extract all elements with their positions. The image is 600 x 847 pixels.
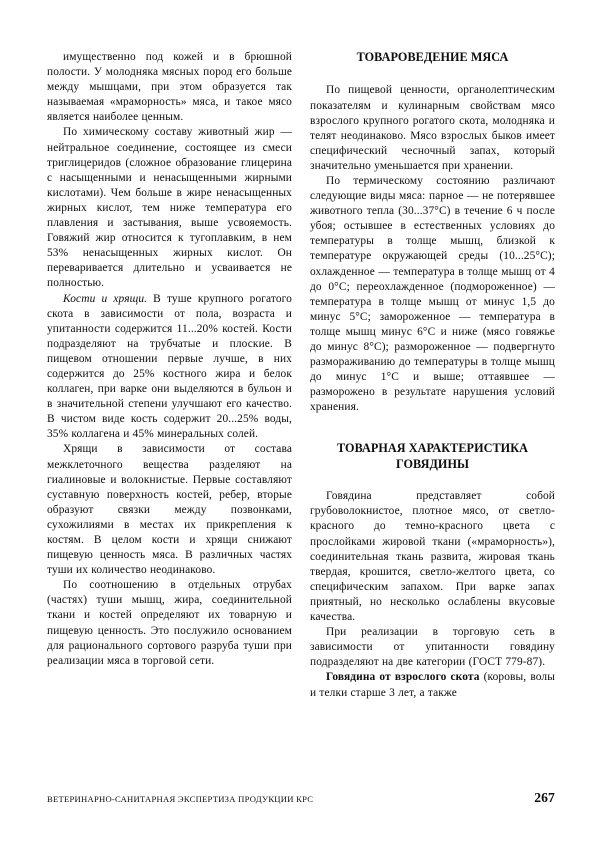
paragraph-beef-from-adult-cattle [310,670,555,700]
section-heading-beef-commodity-characteristics [310,441,555,472]
paragraph: По термическому состоянию различают следующие виды мяса: парное — не потерявшее животного тепла (30...37°С) в течение 6 ч после убоя; остывшее в естественных условиях до температуры в толще мышц, близкой к температуре окружающей среды (10...25°С); охлажденное — температура в толще мышц от 4 до 0°С; переохлажденное (подмороженное) — температура в толще мышц от минус 1,5 до минус 5°С; замороженное — температура в толще мышц минус 6°С и ниже (мясо говяжье до минус 8°С); размороженное — подвергнуто размораживанию до температуры в толще мышц до минус 1°С и выше; оттаявшее — разморожено в результате нарушения условий хранения. [310,174,555,414]
paragraph: По пищевой ценности, органолептическим показателям и кулинарным свойствам мясо взрослого крупного рогатого скота, молодняка и телят неодинаково. Мясо взрослых быков имеет специфический чесночный запах, который значительно уменьшается при хранении. [310,84,555,172]
heading-line-1: ТОВАРНАЯ ХАРАКТЕРИСТИКА [337,441,528,456]
paragraph: По химическому составу животный жир — нейтральное соединение, состоящее из смеси триглицеридов (сложное образование глицерина с насыщенными и ненасыщенными жирными кислотами). Чем больше в жире ненасыщенных жирных кислот, тем ниже температура его плавления и застывания, выше усвояемость. Говяжий жир относится к тугоплавким, в нем 53% ненасыщенных жирных кислот. Он переваривается длительно и усваивается не полностью. [47,126,292,290]
paragraph: имущественно под кожей и в брюшной полости. У молодняка мясных пород его больше между мышцами, при этом образуется так называемая «мраморность» мяса, и такое мясо является наиболее ценным. [47,51,292,124]
page-number: 267 [534,790,555,805]
paragraph: Хрящи в зависимости от состава межклеточного вещества разделяют на гиалиновые и волокнистые. Первые составляют суставную поверхность костей, ребер, вторые образуют связки между позвонками, сухожилиями в местах их прикрепления к костям. В целом кости и хрящи снижают пищевую ценность мяса. В различных частях туши их количество неодинаково. [47,443,292,577]
paragraph: При реализации в торговую сеть в зависимости от упитанности говядину подразделяют на две категории (ГОСТ 779-87). [310,626,555,669]
heading-line-2: ГОВЯДИНЫ [395,456,470,471]
paragraph-bones-cartilage [47,292,292,443]
paragraph: Говядина представляет собой грубоволокнистое, плотное мясо, от светло-красного до темно-красного цвета с прослойками жировой ткани («мраморность»), соединительная ткань развита, жировая ткань твердая, крошится, светло-желтого цвета, со специфическим запахом. При варке запах приятный, но несколько ослаблены вкусовые качества. [310,490,555,624]
running-footer-title: ВЕТЕРИНАРНО-САНИТАРНАЯ ЭКСПЕРТИЗА ПРОДУКЦИИ КРС [47,794,314,804]
two-column-body [47,50,555,772]
left-column [47,50,292,772]
paragraph-text: В туше крупного рогатого скота в зависимости от пола, возраста и упитанности содержится 11...20% костей. Кости подразделяют на трубчатые и плоские. В пищевом отношении первые лучше, в них содержится до 25% костного жира и белок коллаген, при варке они выделяются в бульон и в значительной степени улучшают его качество. В чистом виде кость содержит 20...25% воды, 35% коллагена и 45% минеральных солей. [47,292,292,441]
right-column [310,50,555,772]
run-in-italic-lead: Кости и хрящи. [63,292,148,305]
run-in-bold-lead: Говядина от взрослого скота [326,671,480,684]
paragraph-text: (коровы, волы и телки старше 3 лет, а также [310,671,555,699]
section-heading-merchandising-of-meat: ТОВАРОВЕДЕНИЕ МЯСА [356,50,509,64]
page-footer [47,790,555,806]
paragraph: По соотношению в отдельных отрубах (частях) туши мышц, жира, соединительной ткани и костей определяют их товарную и пищевую ценность. Это послужило основанием для рационального сортового разруба туши при реализации мяса в торговой сети. [47,579,292,667]
